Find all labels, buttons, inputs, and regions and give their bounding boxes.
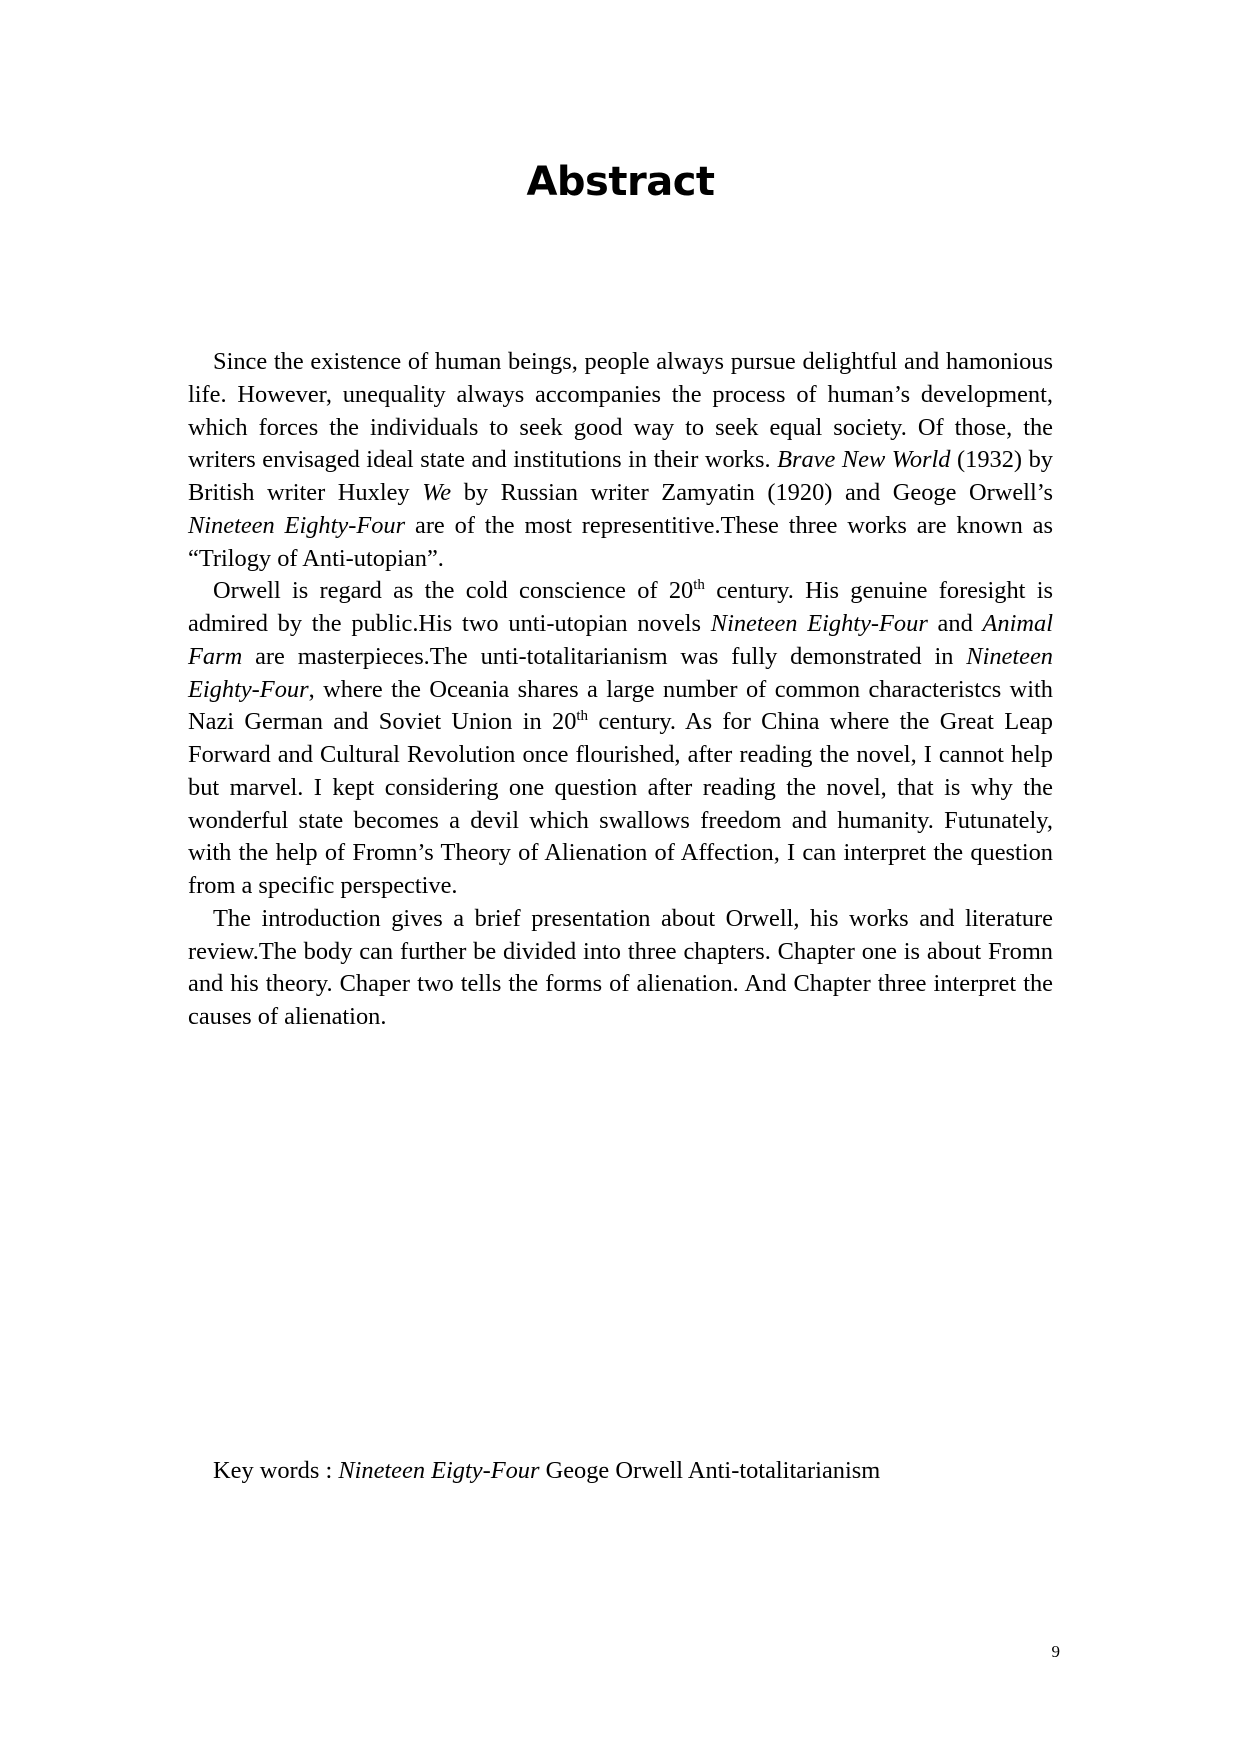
paragraph-2-text: century. As for China where the Great Leap Forward and Cultural Revolution once flourished, after reading the novel, I cannot help but marvel. I kept considering one question after reading the novel, that is why the wonderful state becomes a devil which swallows freedom and humanity. Futunately, with the help of Fromn’s Theory of Alienation of Affection, I can interpret the question from a specific perspective. [188,708,1053,899]
keywords-list: Geoge Orwell Anti-totalitarianism [539,1457,881,1484]
paragraph-3 [188,903,1053,1034]
paragraph-1-text: by Russian writer Zamyatin (1920) and Geoge Orwell’s [451,479,1053,506]
keywords-line [213,1455,880,1487]
keywords-label: Key words : [213,1457,339,1484]
paragraph-2-text: century. His genuine foresight is admired by the public.His two unti-utopian novels [188,577,1053,637]
paragraph-1-text: (1932) by British writer Huxley [188,446,1053,506]
abstract-body [188,346,1053,1034]
keywords-book-title: Nineteen Eigty-Four [338,1457,540,1484]
book-title-nineteen-eighty-four: Nineteen Eighty-Four [710,610,928,637]
page-number: 9 [1051,1642,1060,1661]
page-title: Abstract [526,159,715,205]
paragraph-1-text: are of the most representitive.These three works are known as “Trilogy of Anti-utopian”. [188,511,1053,572]
paragraph-1 [188,346,1053,575]
ordinal-superscript: th [693,577,705,594]
book-title-nineteen-eighty-four: Nineteen Eighty-Four [188,642,1053,703]
paragraph-1-text: Since the existence of human beings, people always pursue delightful and hamonious life. However, unequality always accompanies the process of human’s development, which forces the individuals to seek good way to seek equal society. Of those, the writers envisaged ideal state and institutions in their works. [188,348,1053,474]
paragraph-2-text: Orwell is regard as the cold conscience of 20 [213,577,694,605]
ordinal-superscript: th [576,708,589,725]
paragraph-2-text: and [927,610,983,637]
paragraph-3-text: The introduction gives a brief presentation about Orwell, his works and literature review.The body can further be divided into three chapters. Chapter one is about Fromn and his theory. Chaper two tells the forms of alienation. And Chapter three interpret the causes of alienation. [188,904,1053,1030]
paragraph-2 [188,575,1053,903]
book-title-we: We [422,479,452,506]
book-title-nineteen-eighty-four: Nineteen Eighty-Four [188,511,406,539]
book-title-brave-new-world: Brave New World [777,446,951,474]
paragraph-2-text: , where the Oceania shares a large number of common characteristcs with Nazi German and Soviet Union in 20 [188,675,1053,736]
paragraph-2-text: are masterpieces.The unti-totalitarianism was fully demonstrated in [242,642,967,670]
book-title-animal-farm: Animal Farm [188,610,1053,670]
